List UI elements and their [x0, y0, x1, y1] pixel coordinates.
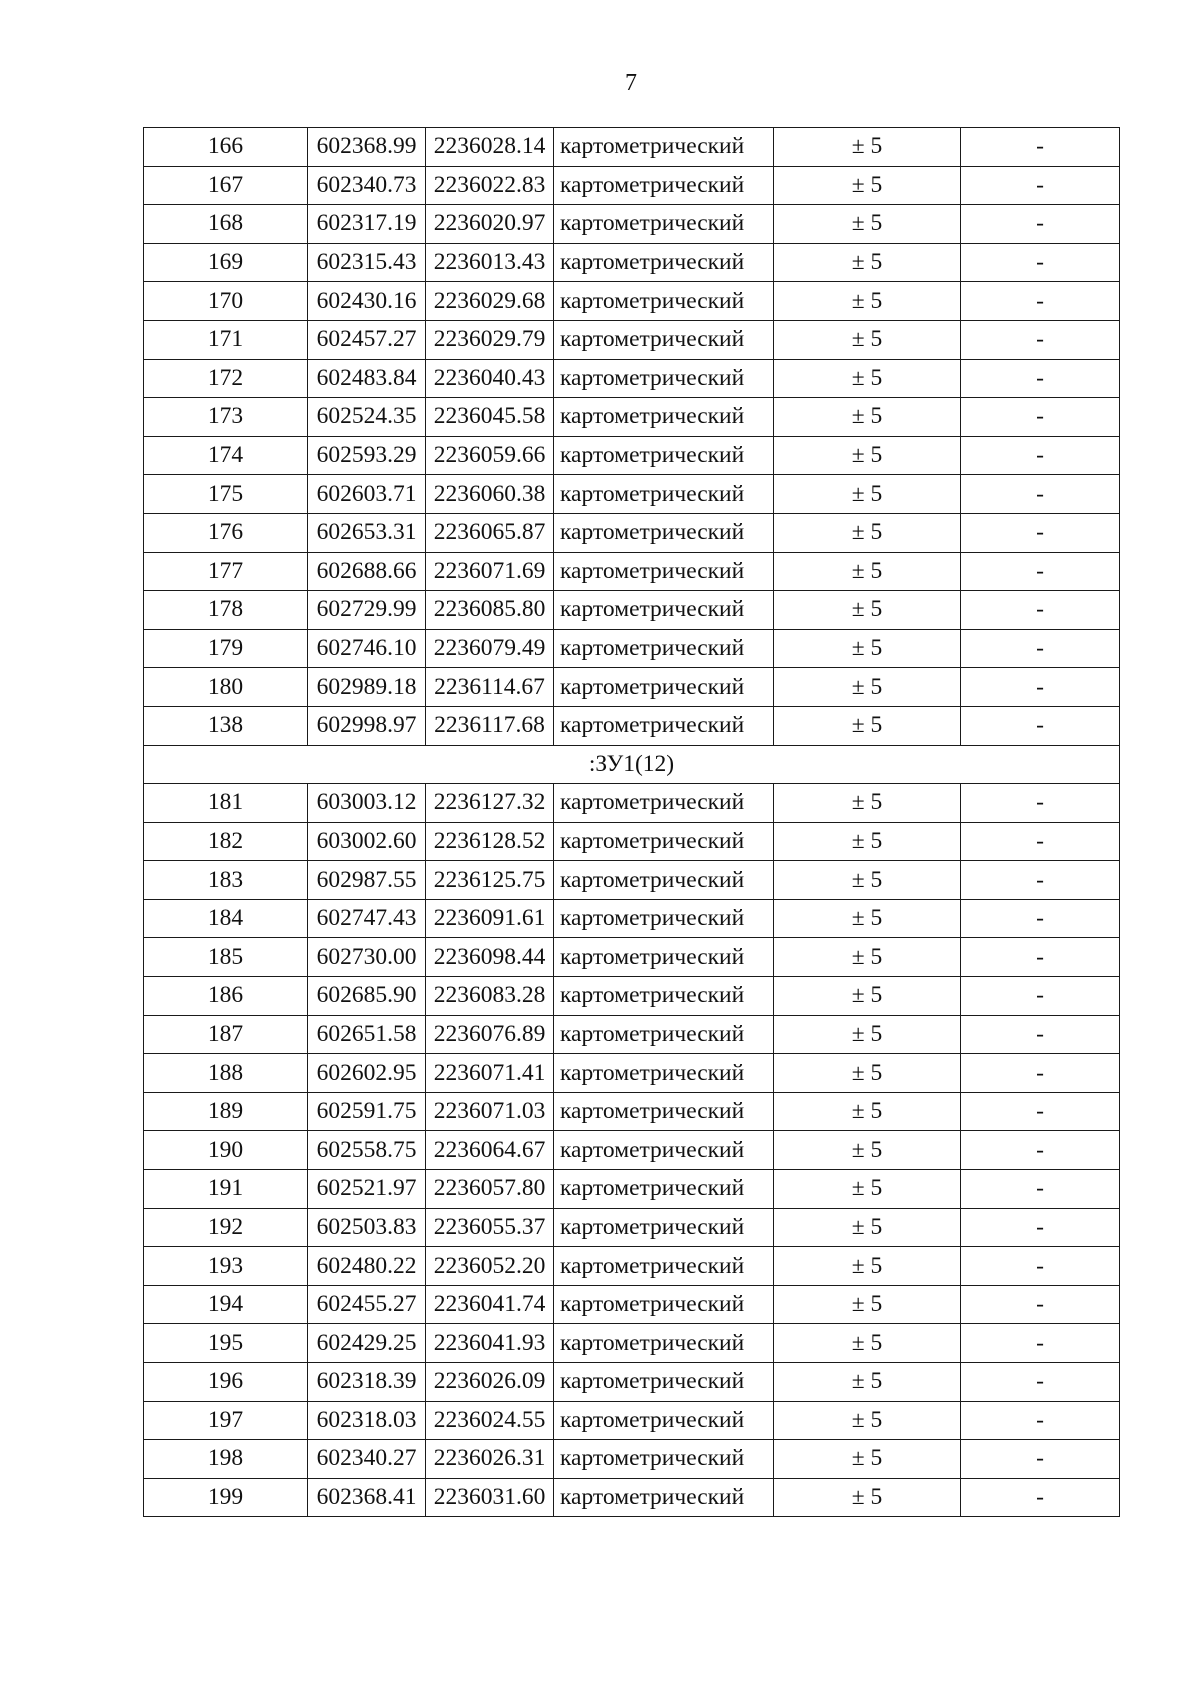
- note-cell: -: [961, 899, 1120, 938]
- table-row: [144, 436, 1120, 475]
- y-coordinate-cell: 2236024.55: [426, 1401, 554, 1440]
- table-row: [144, 1054, 1120, 1093]
- note-cell: -: [961, 629, 1120, 668]
- method-cell: картометрический: [554, 166, 774, 205]
- x-coordinate-cell: 602315.43: [308, 243, 426, 282]
- method-cell: картометрический: [554, 1324, 774, 1363]
- y-coordinate-cell: 2236125.75: [426, 861, 554, 900]
- accuracy-cell: ± 5: [774, 1363, 961, 1402]
- y-coordinate-cell: 2236052.20: [426, 1247, 554, 1286]
- x-coordinate-cell: 602455.27: [308, 1285, 426, 1324]
- accuracy-cell: ± 5: [774, 668, 961, 707]
- point-number-cell: 177: [144, 552, 308, 591]
- x-coordinate-cell: 602989.18: [308, 668, 426, 707]
- table-row: [144, 706, 1120, 745]
- method-cell: картометрический: [554, 1170, 774, 1209]
- method-cell: картометрический: [554, 205, 774, 244]
- note-cell: -: [961, 938, 1120, 977]
- note-cell: -: [961, 1440, 1120, 1479]
- x-coordinate-cell: 602747.43: [308, 899, 426, 938]
- y-coordinate-cell: 2236079.49: [426, 629, 554, 668]
- x-coordinate-cell: 602318.39: [308, 1363, 426, 1402]
- x-coordinate-cell: 602729.99: [308, 591, 426, 630]
- point-number-cell: 181: [144, 784, 308, 823]
- y-coordinate-cell: 2236064.67: [426, 1131, 554, 1170]
- table-row: [144, 861, 1120, 900]
- point-number-cell: 178: [144, 591, 308, 630]
- point-number-cell: 173: [144, 398, 308, 437]
- method-cell: картометрический: [554, 938, 774, 977]
- note-cell: -: [961, 436, 1120, 475]
- note-cell: -: [961, 706, 1120, 745]
- table-row: [144, 552, 1120, 591]
- note-cell: -: [961, 1170, 1120, 1209]
- y-coordinate-cell: 2236127.32: [426, 784, 554, 823]
- note-cell: -: [961, 128, 1120, 167]
- x-coordinate-cell: 602429.25: [308, 1324, 426, 1363]
- point-number-cell: 182: [144, 822, 308, 861]
- x-coordinate-cell: 603002.60: [308, 822, 426, 861]
- point-number-cell: 192: [144, 1208, 308, 1247]
- x-coordinate-cell: 602480.22: [308, 1247, 426, 1286]
- note-cell: -: [961, 1478, 1120, 1517]
- y-coordinate-cell: 2236076.89: [426, 1015, 554, 1054]
- point-number-cell: 169: [144, 243, 308, 282]
- table-row: [144, 899, 1120, 938]
- method-cell: картометрический: [554, 128, 774, 167]
- accuracy-cell: ± 5: [774, 398, 961, 437]
- accuracy-cell: ± 5: [774, 1170, 961, 1209]
- y-coordinate-cell: 2236031.60: [426, 1478, 554, 1517]
- coordinates-table-body: [144, 128, 1120, 1517]
- x-coordinate-cell: 602987.55: [308, 861, 426, 900]
- y-coordinate-cell: 2236028.14: [426, 128, 554, 167]
- y-coordinate-cell: 2236083.28: [426, 977, 554, 1016]
- y-coordinate-cell: 2236029.68: [426, 282, 554, 321]
- accuracy-cell: ± 5: [774, 1054, 961, 1093]
- point-number-cell: 180: [144, 668, 308, 707]
- table-row: [144, 1285, 1120, 1324]
- point-number-cell: 176: [144, 513, 308, 552]
- x-coordinate-cell: 603003.12: [308, 784, 426, 823]
- note-cell: -: [961, 1015, 1120, 1054]
- point-number-cell: 197: [144, 1401, 308, 1440]
- table-row: [144, 398, 1120, 437]
- point-number-cell: 168: [144, 205, 308, 244]
- x-coordinate-cell: 602685.90: [308, 977, 426, 1016]
- x-coordinate-cell: 602651.58: [308, 1015, 426, 1054]
- note-cell: -: [961, 1208, 1120, 1247]
- method-cell: картометрический: [554, 1247, 774, 1286]
- method-cell: картометрический: [554, 668, 774, 707]
- method-cell: картометрический: [554, 977, 774, 1016]
- table-row: [144, 1170, 1120, 1209]
- x-coordinate-cell: 602483.84: [308, 359, 426, 398]
- point-number-cell: 195: [144, 1324, 308, 1363]
- accuracy-cell: ± 5: [774, 1247, 961, 1286]
- table-row: [144, 938, 1120, 977]
- y-coordinate-cell: 2236065.87: [426, 513, 554, 552]
- table-row: [144, 1131, 1120, 1170]
- point-number-cell: 166: [144, 128, 308, 167]
- accuracy-cell: ± 5: [774, 1131, 961, 1170]
- method-cell: картометрический: [554, 1015, 774, 1054]
- method-cell: картометрический: [554, 1285, 774, 1324]
- table-row: [144, 784, 1120, 823]
- y-coordinate-cell: 2236020.97: [426, 205, 554, 244]
- table-row: [144, 243, 1120, 282]
- note-cell: -: [961, 977, 1120, 1016]
- point-number-cell: 179: [144, 629, 308, 668]
- method-cell: картометрический: [554, 899, 774, 938]
- table-row: [144, 359, 1120, 398]
- note-cell: -: [961, 861, 1120, 900]
- accuracy-cell: ± 5: [774, 513, 961, 552]
- accuracy-cell: ± 5: [774, 1285, 961, 1324]
- method-cell: картометрический: [554, 706, 774, 745]
- x-coordinate-cell: 602730.00: [308, 938, 426, 977]
- point-number-cell: 190: [144, 1131, 308, 1170]
- x-coordinate-cell: 602317.19: [308, 205, 426, 244]
- method-cell: картометрический: [554, 436, 774, 475]
- accuracy-cell: ± 5: [774, 977, 961, 1016]
- x-coordinate-cell: 602503.83: [308, 1208, 426, 1247]
- accuracy-cell: ± 5: [774, 436, 961, 475]
- method-cell: картометрический: [554, 1440, 774, 1479]
- y-coordinate-cell: 2236098.44: [426, 938, 554, 977]
- table-row: [144, 128, 1120, 167]
- table-row: [144, 822, 1120, 861]
- accuracy-cell: ± 5: [774, 1401, 961, 1440]
- method-cell: картометрический: [554, 1092, 774, 1131]
- x-coordinate-cell: 602340.73: [308, 166, 426, 205]
- note-cell: -: [961, 320, 1120, 359]
- section-label: :ЗУ1(12): [144, 745, 1120, 784]
- accuracy-cell: ± 5: [774, 475, 961, 514]
- x-coordinate-cell: 602998.97: [308, 706, 426, 745]
- y-coordinate-cell: 2236026.09: [426, 1363, 554, 1402]
- point-number-cell: 199: [144, 1478, 308, 1517]
- y-coordinate-cell: 2236029.79: [426, 320, 554, 359]
- x-coordinate-cell: 602318.03: [308, 1401, 426, 1440]
- y-coordinate-cell: 2236041.93: [426, 1324, 554, 1363]
- y-coordinate-cell: 2236114.67: [426, 668, 554, 707]
- point-number-cell: 185: [144, 938, 308, 977]
- point-number-cell: 138: [144, 706, 308, 745]
- accuracy-cell: ± 5: [774, 552, 961, 591]
- y-coordinate-cell: 2236071.41: [426, 1054, 554, 1093]
- point-number-cell: 167: [144, 166, 308, 205]
- method-cell: картометрический: [554, 822, 774, 861]
- x-coordinate-cell: 602688.66: [308, 552, 426, 591]
- table-row: [144, 1363, 1120, 1402]
- point-number-cell: 174: [144, 436, 308, 475]
- x-coordinate-cell: 602603.71: [308, 475, 426, 514]
- y-coordinate-cell: 2236059.66: [426, 436, 554, 475]
- note-cell: -: [961, 1247, 1120, 1286]
- note-cell: -: [961, 205, 1120, 244]
- note-cell: -: [961, 1092, 1120, 1131]
- table-row: [144, 1478, 1120, 1517]
- point-number-cell: 183: [144, 861, 308, 900]
- accuracy-cell: ± 5: [774, 1092, 961, 1131]
- point-number-cell: 198: [144, 1440, 308, 1479]
- point-number-cell: 191: [144, 1170, 308, 1209]
- x-coordinate-cell: 602602.95: [308, 1054, 426, 1093]
- x-coordinate-cell: 602457.27: [308, 320, 426, 359]
- x-coordinate-cell: 602340.27: [308, 1440, 426, 1479]
- method-cell: картометрический: [554, 475, 774, 514]
- note-cell: -: [961, 668, 1120, 707]
- method-cell: картометрический: [554, 861, 774, 900]
- note-cell: -: [961, 1054, 1120, 1093]
- x-coordinate-cell: 602524.35: [308, 398, 426, 437]
- y-coordinate-cell: 2236091.61: [426, 899, 554, 938]
- accuracy-cell: ± 5: [774, 938, 961, 977]
- accuracy-cell: ± 5: [774, 1440, 961, 1479]
- table-row: [144, 629, 1120, 668]
- note-cell: -: [961, 1324, 1120, 1363]
- x-coordinate-cell: 602653.31: [308, 513, 426, 552]
- method-cell: картометрический: [554, 552, 774, 591]
- accuracy-cell: ± 5: [774, 320, 961, 359]
- point-number-cell: 175: [144, 475, 308, 514]
- table-row: [144, 668, 1120, 707]
- accuracy-cell: ± 5: [774, 899, 961, 938]
- page-number: 7: [625, 70, 637, 96]
- y-coordinate-cell: 2236022.83: [426, 166, 554, 205]
- accuracy-cell: ± 5: [774, 359, 961, 398]
- accuracy-cell: ± 5: [774, 1015, 961, 1054]
- method-cell: картометрический: [554, 1054, 774, 1093]
- x-coordinate-cell: 602746.10: [308, 629, 426, 668]
- accuracy-cell: ± 5: [774, 706, 961, 745]
- note-cell: -: [961, 1131, 1120, 1170]
- table-row: [144, 475, 1120, 514]
- x-coordinate-cell: 602591.75: [308, 1092, 426, 1131]
- accuracy-cell: ± 5: [774, 166, 961, 205]
- y-coordinate-cell: 2236085.80: [426, 591, 554, 630]
- table-row: [144, 320, 1120, 359]
- x-coordinate-cell: 602593.29: [308, 436, 426, 475]
- method-cell: картометрический: [554, 784, 774, 823]
- method-cell: картометрический: [554, 513, 774, 552]
- point-number-cell: 170: [144, 282, 308, 321]
- note-cell: -: [961, 784, 1120, 823]
- note-cell: -: [961, 591, 1120, 630]
- table-row: [144, 591, 1120, 630]
- point-number-cell: 194: [144, 1285, 308, 1324]
- table-row: [144, 1324, 1120, 1363]
- x-coordinate-cell: 602521.97: [308, 1170, 426, 1209]
- table-row: [144, 513, 1120, 552]
- method-cell: картометрический: [554, 1363, 774, 1402]
- accuracy-cell: ± 5: [774, 591, 961, 630]
- method-cell: картометрический: [554, 1401, 774, 1440]
- method-cell: картометрический: [554, 243, 774, 282]
- note-cell: -: [961, 243, 1120, 282]
- point-number-cell: 187: [144, 1015, 308, 1054]
- point-number-cell: 189: [144, 1092, 308, 1131]
- note-cell: -: [961, 475, 1120, 514]
- point-number-cell: 193: [144, 1247, 308, 1286]
- method-cell: картометрический: [554, 1208, 774, 1247]
- note-cell: -: [961, 1401, 1120, 1440]
- table-row: [144, 977, 1120, 1016]
- y-coordinate-cell: 2236117.68: [426, 706, 554, 745]
- note-cell: -: [961, 513, 1120, 552]
- y-coordinate-cell: 2236026.31: [426, 1440, 554, 1479]
- table-row: [144, 1092, 1120, 1131]
- point-number-cell: 186: [144, 977, 308, 1016]
- y-coordinate-cell: 2236041.74: [426, 1285, 554, 1324]
- method-cell: картометрический: [554, 320, 774, 359]
- accuracy-cell: ± 5: [774, 784, 961, 823]
- section-row: [144, 745, 1120, 784]
- method-cell: картометрический: [554, 282, 774, 321]
- accuracy-cell: ± 5: [774, 205, 961, 244]
- table-row: [144, 1208, 1120, 1247]
- y-coordinate-cell: 2236013.43: [426, 243, 554, 282]
- method-cell: картометрический: [554, 398, 774, 437]
- coordinates-table: [143, 127, 1120, 1517]
- y-coordinate-cell: 2236055.37: [426, 1208, 554, 1247]
- note-cell: -: [961, 822, 1120, 861]
- point-number-cell: 184: [144, 899, 308, 938]
- note-cell: -: [961, 1285, 1120, 1324]
- y-coordinate-cell: 2236128.52: [426, 822, 554, 861]
- y-coordinate-cell: 2236057.80: [426, 1170, 554, 1209]
- y-coordinate-cell: 2236071.69: [426, 552, 554, 591]
- y-coordinate-cell: 2236040.43: [426, 359, 554, 398]
- table-row: [144, 205, 1120, 244]
- note-cell: -: [961, 359, 1120, 398]
- x-coordinate-cell: 602558.75: [308, 1131, 426, 1170]
- x-coordinate-cell: 602368.99: [308, 128, 426, 167]
- y-coordinate-cell: 2236045.58: [426, 398, 554, 437]
- note-cell: -: [961, 282, 1120, 321]
- method-cell: картометрический: [554, 591, 774, 630]
- method-cell: картометрический: [554, 1478, 774, 1517]
- table-row: [144, 282, 1120, 321]
- accuracy-cell: ± 5: [774, 1208, 961, 1247]
- table-row: [144, 1401, 1120, 1440]
- method-cell: картометрический: [554, 629, 774, 668]
- accuracy-cell: ± 5: [774, 1324, 961, 1363]
- note-cell: -: [961, 552, 1120, 591]
- point-number-cell: 171: [144, 320, 308, 359]
- accuracy-cell: ± 5: [774, 861, 961, 900]
- note-cell: -: [961, 398, 1120, 437]
- point-number-cell: 196: [144, 1363, 308, 1402]
- method-cell: картометрический: [554, 1131, 774, 1170]
- table-row: [144, 1440, 1120, 1479]
- note-cell: -: [961, 166, 1120, 205]
- x-coordinate-cell: 602368.41: [308, 1478, 426, 1517]
- point-number-cell: 188: [144, 1054, 308, 1093]
- note-cell: -: [961, 1363, 1120, 1402]
- table-row: [144, 1015, 1120, 1054]
- accuracy-cell: ± 5: [774, 128, 961, 167]
- table-row: [144, 1247, 1120, 1286]
- accuracy-cell: ± 5: [774, 629, 961, 668]
- x-coordinate-cell: 602430.16: [308, 282, 426, 321]
- y-coordinate-cell: 2236071.03: [426, 1092, 554, 1131]
- method-cell: картометрический: [554, 359, 774, 398]
- table-row: [144, 166, 1120, 205]
- accuracy-cell: ± 5: [774, 243, 961, 282]
- point-number-cell: 172: [144, 359, 308, 398]
- accuracy-cell: ± 5: [774, 1478, 961, 1517]
- y-coordinate-cell: 2236060.38: [426, 475, 554, 514]
- accuracy-cell: ± 5: [774, 822, 961, 861]
- accuracy-cell: ± 5: [774, 282, 961, 321]
